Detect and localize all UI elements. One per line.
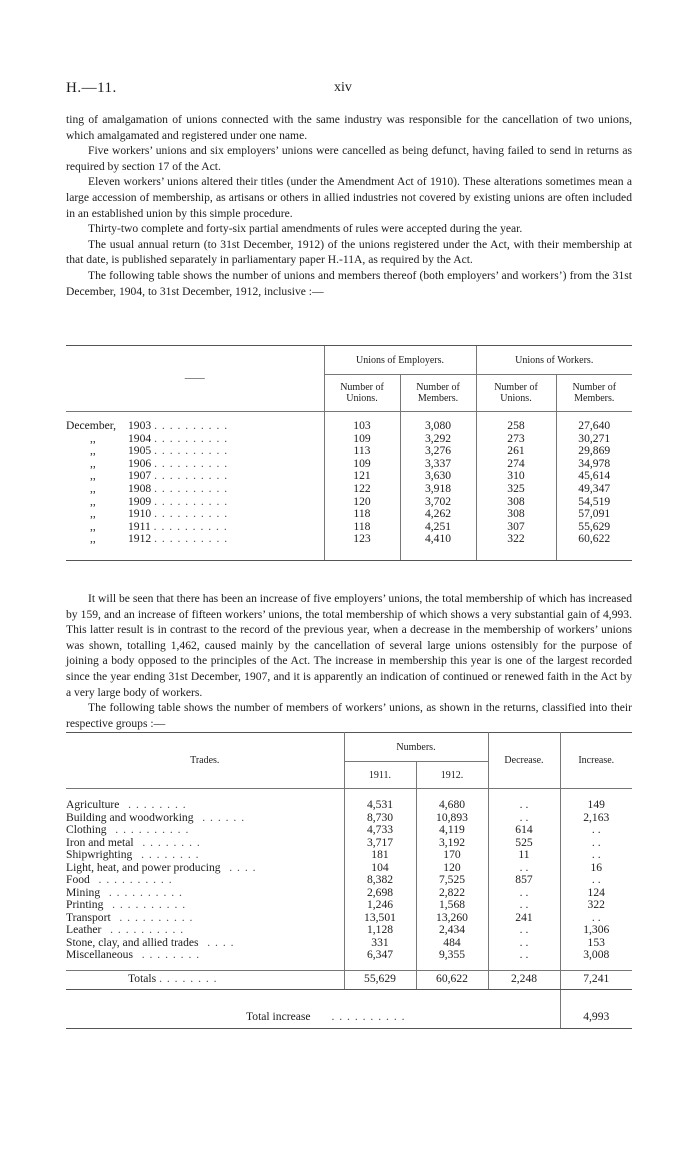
count-1911-cell: 8,382 <box>344 874 416 887</box>
count-1911-cell: 181 <box>344 849 416 862</box>
employer-unions-cell: 123 <box>324 533 400 546</box>
leader-dots: . . . . . . . . . . <box>154 494 229 508</box>
col-employer-members: Number of Members. <box>400 375 476 412</box>
paragraph: ting of amalgamation of unions connected with the same industry was responsible for the cancellation of two unions, which amalgamated and registered under one name. <box>66 113 632 142</box>
employer-unions-cell: 122 <box>324 483 400 496</box>
worker-unions-cell: 325 <box>476 483 556 496</box>
count-1912-cell: 120 <box>416 862 488 875</box>
totals-label: Totals <box>128 972 157 986</box>
worker-unions-cell: 322 <box>476 533 556 546</box>
worker-members-cell: 34,978 <box>556 458 632 471</box>
count-1912-cell: 7,525 <box>416 874 488 887</box>
employer-members-cell: 3,080 <box>400 420 476 433</box>
worker-unions-cell: 308 <box>476 496 556 509</box>
employer-unions-cell: 109 <box>324 458 400 471</box>
decrease-cell: . . <box>488 862 560 875</box>
year-value: 1910 <box>128 507 152 521</box>
count-1912-cell: 1,568 <box>416 899 488 912</box>
trade-name: Transport <box>66 910 111 924</box>
workers-group-header: Unions of Workers. <box>476 346 632 375</box>
page-number: xiv <box>334 80 352 95</box>
increase-cell: 322 <box>560 899 632 912</box>
leader-dots: . . . . . . . . . . <box>154 456 229 470</box>
col-worker-members: Number of Members. <box>556 375 632 412</box>
worker-unions-cell: 308 <box>476 508 556 521</box>
leader-dots: . . . . . . . . . . <box>154 444 229 458</box>
worker-unions-cell: 258 <box>476 420 556 433</box>
leader-dots: . . . . <box>229 860 257 874</box>
employer-members-cell: 3,918 <box>400 483 476 496</box>
increase-cell: . . <box>560 874 632 887</box>
count-1912-cell: 3,192 <box>416 837 488 850</box>
month-label: ,, <box>90 444 96 458</box>
increase-cell: 16 <box>560 862 632 875</box>
trade-row <box>66 949 632 962</box>
leader-dots: . . . . . . . . . . <box>331 1010 406 1024</box>
month-label: ,, <box>90 494 96 508</box>
leader-dots: . . . . . . . . . . <box>153 519 228 533</box>
trade-name: Mining <box>66 885 101 899</box>
leader-dots: . . . . . . . . . . <box>115 823 190 836</box>
employer-unions-cell: 120 <box>324 496 400 509</box>
year-value: 1909 <box>128 494 152 508</box>
paragraph: It will be seen that there has been an increase of five employers’ unions, the total membership of which has increased by 159, and an increase of fifteen workers’ unions, the total membership of which shows a very substantial gain of 4,993. This latter result is in contrast to the record of the previous year, when a decrease in the membership of workers’ unions was shown, totalling 1,462, caused mainly by the cancellation of several large unions ostensibly for the purpose of joining a body opposed to the principles of the Act. The increase in membership this year is one of the largest recorded since the year ending 31st December, 1907, and it is apparently an indication of continued or renewed faith in the Act by a very large body of workers. <box>66 592 632 699</box>
count-1912-cell: 170 <box>416 849 488 862</box>
paragraph: The usual annual return (to 31st December, 1912) of the unions registered under the Act, with their membership at that date, is published separately in parliamentary paper H.-11A, as required by the Act. <box>66 237 632 267</box>
employer-members-cell: 3,276 <box>400 445 476 458</box>
employer-members-cell: 4,251 <box>400 521 476 534</box>
leader-dots: . . . . . . . . . . <box>154 507 229 521</box>
leader-dots: . . . . . . . . <box>141 848 200 861</box>
count-1911-cell: 1,246 <box>344 899 416 912</box>
col-1912: 1912. <box>416 762 488 789</box>
decrease-cell: . . <box>488 949 560 962</box>
employer-unions-cell: 113 <box>324 445 400 458</box>
paragraph: Eleven workers’ unions altered their titles (under the Amendment Act of 1910). These alterations sometimes mean a large accession of membership, as artisans or others in allied industries not covered by existing unions are often included in an established union by this simple procedure. <box>66 175 632 220</box>
increase-cell: . . <box>560 849 632 862</box>
worker-members-cell: 49,347 <box>556 483 632 496</box>
trade-name: Building and woodworking <box>66 810 194 824</box>
trade-name: Leather <box>66 923 102 936</box>
trade-name: Iron and metal <box>66 835 134 849</box>
employer-unions-cell: 118 <box>324 508 400 521</box>
year-value: 1911 <box>128 519 151 533</box>
count-1911-cell: 3,717 <box>344 837 416 850</box>
employer-unions-cell: 103 <box>324 420 400 433</box>
leader-dots: . . . . . . . . . . <box>108 885 183 899</box>
leader-dots: . . . . . . <box>202 810 246 824</box>
worker-unions-cell: 273 <box>476 433 556 446</box>
month-label: ,, <box>90 519 96 533</box>
worker-members-cell: 54,519 <box>556 496 632 509</box>
leader-dots: . . . . . . . . <box>142 835 201 849</box>
decrease-cell: . . <box>488 937 560 950</box>
increase-cell: 153 <box>560 937 632 950</box>
employers-group-header: Unions of Employers. <box>324 346 476 375</box>
count-1912-cell: 13,260 <box>416 912 488 925</box>
worker-members-cell: 60,622 <box>556 533 632 546</box>
decrease-cell: 614 <box>488 824 560 837</box>
leader-dots: . . . . . . . . . . <box>110 923 185 936</box>
trade-label <box>66 949 344 962</box>
employer-members-cell: 3,292 <box>400 433 476 446</box>
month-label: ,, <box>90 532 96 546</box>
employer-members-cell: 3,630 <box>400 470 476 483</box>
leader-dots: . . . . . . . . <box>128 798 187 811</box>
total-1911: 55,629 <box>344 970 416 989</box>
increase-cell: 2,163 <box>560 812 632 825</box>
paragraph: Thirty-two complete and forty-six partial amendments of rules were accepted during the year. <box>88 222 523 236</box>
year-row <box>66 508 632 521</box>
col-increase: Increase. <box>560 733 632 789</box>
unions-membership-table <box>66 345 632 561</box>
count-1912-cell: 9,355 <box>416 949 488 962</box>
employer-members-cell: 3,337 <box>400 458 476 471</box>
employer-unions-cell: 121 <box>324 470 400 483</box>
col-decrease: Decrease. <box>488 733 560 789</box>
col-1911: 1911. <box>344 762 416 789</box>
count-1911-cell: 6,347 <box>344 949 416 962</box>
increase-cell: 1,306 <box>560 924 632 937</box>
totals-row <box>66 970 632 989</box>
total-increase-row <box>66 1008 632 1029</box>
employer-members-cell: 3,702 <box>400 496 476 509</box>
increase-cell: . . <box>560 837 632 850</box>
month-label: ,, <box>90 431 96 445</box>
paragraph: Five workers’ unions and six employers’ unions were cancelled as being defunct, having failed to send in returns as required by section 17 of the Act. <box>66 144 632 173</box>
intro-text <box>66 112 632 299</box>
trade-name: Clothing <box>66 823 107 836</box>
year-value: 1904 <box>128 431 152 445</box>
trade-name: Light, heat, and power producing <box>66 860 221 874</box>
page-header <box>66 80 632 102</box>
paragraph: The following table shows the number of unions and members thereof (both employers’ and workers’) from the 31st December, 1904, to 31st December, 1912, inclusive :— <box>66 268 632 298</box>
worker-members-cell: 29,869 <box>556 445 632 458</box>
month-label: December, <box>66 419 117 432</box>
decrease-cell: 241 <box>488 912 560 925</box>
decrease-cell: . . <box>488 924 560 937</box>
count-1912-cell: 4,119 <box>416 824 488 837</box>
count-1911-cell: 2,698 <box>344 887 416 900</box>
trade-name: Shipwrighting <box>66 848 133 861</box>
decrease-cell: . . <box>488 899 560 912</box>
decrease-cell: 11 <box>488 849 560 862</box>
month-label: ,, <box>90 481 96 495</box>
year-row <box>66 533 632 546</box>
leader-dots: . . . . . . . . . . <box>154 419 229 432</box>
count-1911-cell: 104 <box>344 862 416 875</box>
analysis-text <box>66 591 632 731</box>
increase-cell: . . <box>560 824 632 837</box>
worker-members-cell: 27,640 <box>556 420 632 433</box>
year-value: 1912 <box>128 532 152 546</box>
increase-cell: . . <box>560 912 632 925</box>
trades-membership-table <box>66 732 632 1029</box>
count-1912-cell: 4,680 <box>416 799 488 812</box>
year-value: 1908 <box>128 481 152 495</box>
paper-reference: H.—11. <box>66 80 117 96</box>
col-trades: Trades. <box>190 755 220 766</box>
worker-members-cell: 57,091 <box>556 508 632 521</box>
trade-label <box>66 874 344 887</box>
col-worker-unions: Number of Unions. <box>476 375 556 412</box>
leader-dots: . . . . . . . . . . <box>154 532 229 546</box>
total-increase-label: Total increase <box>246 1010 311 1024</box>
count-1912-cell: 2,822 <box>416 887 488 900</box>
increase-cell: 3,008 <box>560 949 632 962</box>
paragraph: The following table shows the number of members of workers’ unions, as shown in the returns, classified into their respective groups :— <box>66 701 632 730</box>
month-label: ,, <box>90 507 96 521</box>
worker-unions-cell: 261 <box>476 445 556 458</box>
count-1911-cell: 1,128 <box>344 924 416 937</box>
employer-members-cell: 4,262 <box>400 508 476 521</box>
month-label: ,, <box>90 456 96 470</box>
decrease-cell: . . <box>488 887 560 900</box>
leader-dots: . . . . <box>207 935 235 949</box>
worker-members-cell: 45,614 <box>556 470 632 483</box>
worker-unions-cell: 307 <box>476 521 556 534</box>
worker-unions-cell: 274 <box>476 458 556 471</box>
worker-unions-cell: 310 <box>476 470 556 483</box>
worker-members-cell: 55,629 <box>556 521 632 534</box>
trade-name: Food <box>66 873 90 886</box>
decrease-cell: 857 <box>488 874 560 887</box>
employer-unions-cell: 118 <box>324 521 400 534</box>
count-1911-cell: 8,730 <box>344 812 416 825</box>
stub-header: —— <box>66 346 324 412</box>
increase-cell: 124 <box>560 887 632 900</box>
total-increase-value: 4,993 <box>560 1008 632 1029</box>
col-numbers: Numbers. <box>344 733 488 762</box>
count-1911-cell: 4,531 <box>344 799 416 812</box>
month-label: ,, <box>90 469 96 483</box>
worker-members-cell: 30,271 <box>556 433 632 446</box>
count-1911-cell: 331 <box>344 937 416 950</box>
count-1911-cell: 4,733 <box>344 824 416 837</box>
document-page <box>66 80 632 1024</box>
decrease-cell: 525 <box>488 837 560 850</box>
trade-name: Agriculture <box>66 798 120 811</box>
leader-dots: . . . . . . . . . . <box>98 873 173 886</box>
leader-dots: . . . . . . . . <box>159 972 218 986</box>
employer-members-cell: 4,410 <box>400 533 476 546</box>
year-value: 1907 <box>128 469 152 483</box>
leader-dots: . . . . . . . . . . <box>119 910 194 924</box>
decrease-cell: . . <box>488 799 560 812</box>
total-decrease: 2,248 <box>488 970 560 989</box>
leader-dots: . . . . . . . . . . <box>154 481 229 495</box>
count-1912-cell: 484 <box>416 937 488 950</box>
total-1912: 60,622 <box>416 970 488 989</box>
count-1912-cell: 10,893 <box>416 812 488 825</box>
year-value: 1905 <box>128 444 152 458</box>
leader-dots: . . . . . . . . <box>141 948 201 961</box>
col-employer-unions: Number of Unions. <box>324 375 400 412</box>
leader-dots: . . . . . . . . . . <box>112 898 187 911</box>
trade-name: Miscellaneous <box>66 948 133 961</box>
trade-name: Stone, clay, and allied trades <box>66 935 199 949</box>
increase-cell: 149 <box>560 799 632 812</box>
count-1911-cell: 13,501 <box>344 912 416 925</box>
employer-unions-cell: 109 <box>324 433 400 446</box>
count-1912-cell: 2,434 <box>416 924 488 937</box>
year-value: 1906 <box>128 456 152 470</box>
leader-dots: . . . . . . . . . . <box>154 431 229 445</box>
decrease-cell: . . <box>488 812 560 825</box>
leader-dots: . . . . . . . . . . <box>154 469 229 483</box>
total-increase-col: 7,241 <box>560 970 632 989</box>
trade-name: Printing <box>66 898 104 911</box>
year-value: 1903 <box>128 419 152 432</box>
year-label <box>66 533 324 546</box>
